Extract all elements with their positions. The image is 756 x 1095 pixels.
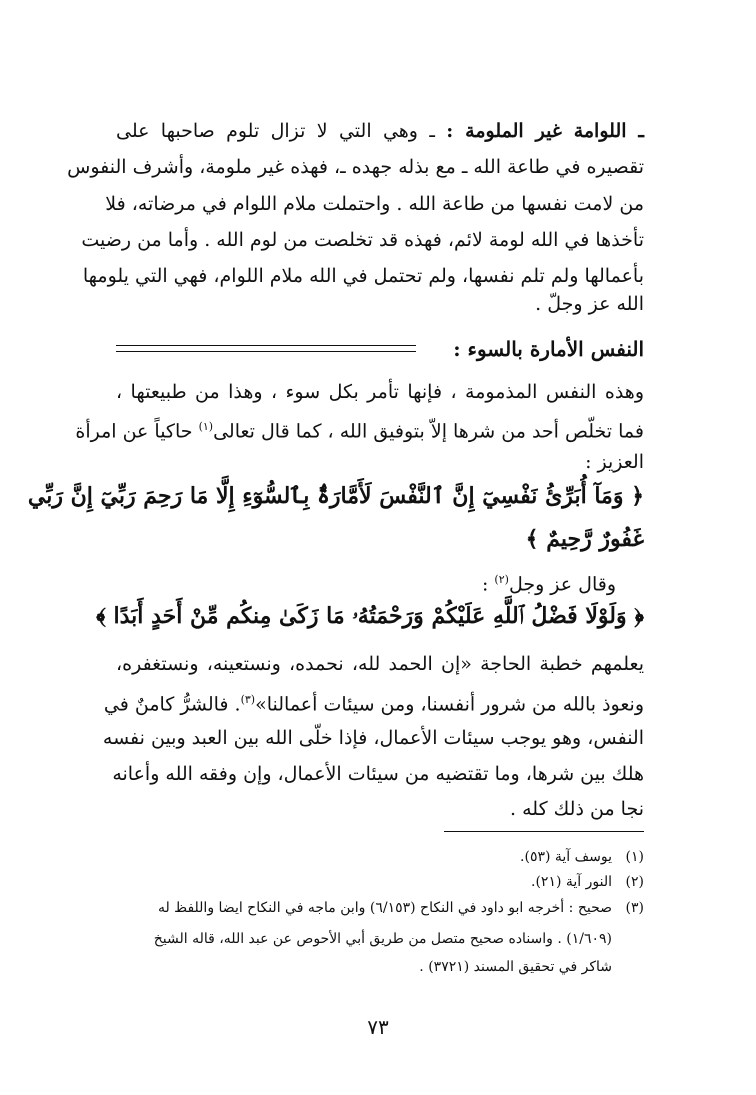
footnote-separator: [444, 831, 644, 832]
term-definition: ـ وهي التي لا تزال تلوم صاحبها على: [116, 120, 435, 142]
paragraph-line: بأعمالها ولم تلم نفسها، ولم تحتمل في الله ملام اللوام، فهي التي يلومها: [82, 265, 644, 287]
footnote-ref: (٢): [494, 573, 509, 586]
footnote-text: يوسف آية (٥٣).: [520, 849, 612, 865]
footnote-number: (٣): [625, 900, 644, 916]
paragraph-line: وقال عز وجل$^{(٢)}$ :: [481, 573, 616, 596]
footnote-number: (٢): [625, 874, 644, 890]
paragraph-line: العزيز :: [585, 451, 644, 473]
heading-rule-top: [116, 345, 416, 346]
footnote: [116, 846, 644, 868]
paragraph-line: النفس، وهو يوجب سيئات الأعمال، فإذا خلّى الله بين العبد وبين نفسه: [102, 727, 644, 749]
quran-verse: ﴿ وَمَآ أُبَرِّئُ نَفْسِيٓ إِنَّ ٱلنَّفْسَ لَأَمَّارَةٌۢ بِٱلسُّوٓءِ إِلَّا مَا رَحِمَ رَبِّيٓ إِنَّ رَبِّي: [27, 483, 644, 509]
paragraph-line: يعلمهم خطبة الحاجة «إن الحمد لله، نحمده، ونستعينه، ونستغفره،: [116, 653, 644, 675]
paragraph-line: هلك بين شرها، وما تقتضيه من سيئات الأعمال، وإن وفقه الله وأعانه: [112, 763, 644, 785]
paragraph-line: تقصيره في طاعة الله ـ مع بذله جهده ـ، فهذه غير ملومة، وأشرف النفوس: [67, 156, 644, 178]
page-number: ٧٣: [367, 1015, 389, 1039]
quran-verse: غَفُورٌ رَّحِيمٌ ﴾: [525, 526, 644, 552]
quran-verse: ﴿ وَلَوْلَا فَضْلُ ٱللَّهِ عَلَيْكُمْ وَرَحْمَتُهُۥ مَا زَكَىٰ مِنكُم مِّنْ أَحَدٍ أَبَدًا ﴾: [96, 603, 644, 629]
footnote-text: (١/٦٠٩) . واسناده صحيح متصل من طريق أبي الأحوص عن عبد الله، قاله الشيخ: [153, 931, 612, 947]
footnote-number: (١): [625, 849, 644, 865]
footnote-text: النور آية (٢١).: [531, 874, 612, 890]
term-label: ـ اللوامة غير الملومة :: [446, 120, 644, 142]
footnote: [116, 928, 644, 950]
paragraph-line: فما تخلّص أحد من شرها إلاّ بتوفيق الله ، كما قال تعالى$^{(١)}$ حاكياً عن امرأة: [75, 420, 644, 443]
footnote: [116, 956, 644, 978]
footnote-text: شاكر في تحقيق المسند (٣٧٢١) .: [419, 959, 612, 975]
footnote-ref: (٣): [240, 693, 256, 706]
paragraph-line: الله عز وجلّ .: [535, 293, 644, 315]
paragraph-line: [116, 117, 644, 145]
paragraph-line: من لامت نفسها من طاعة الله . واحتملت ملام اللوام في مرضاته، فلا: [105, 193, 644, 215]
paragraph-line: تأخذها في الله لومة لائم، فهذه قد تخلصت من لوم الله . وأما من رضيت: [81, 229, 644, 251]
footnote: [116, 897, 644, 919]
paragraph-line: ونعوذ بالله من شرور أنفسنا، ومن سيئات أعمالنا»$^{(٣)}$. فالشرُّ كامنٌ في: [103, 693, 644, 716]
heading-title: النفس الأمارة بالسوء :: [445, 331, 644, 367]
section-heading: [116, 331, 644, 367]
paragraph-line: نجا من ذلك كله .: [510, 798, 644, 820]
footnote: [116, 871, 644, 893]
footnote-text: صحيح : أخرجه ابو داود في النكاح (٦/١٥٣) وابن ماجه في النكاح ايضا واللفظ له: [157, 900, 612, 916]
paragraph-line: وهذه النفس المذمومة ، فإنها تأمر بكل سوء ، وهذا من طبيعتها ،: [116, 381, 644, 403]
heading-rule-bottom: [116, 351, 416, 352]
footnote-ref: (١): [198, 420, 214, 433]
